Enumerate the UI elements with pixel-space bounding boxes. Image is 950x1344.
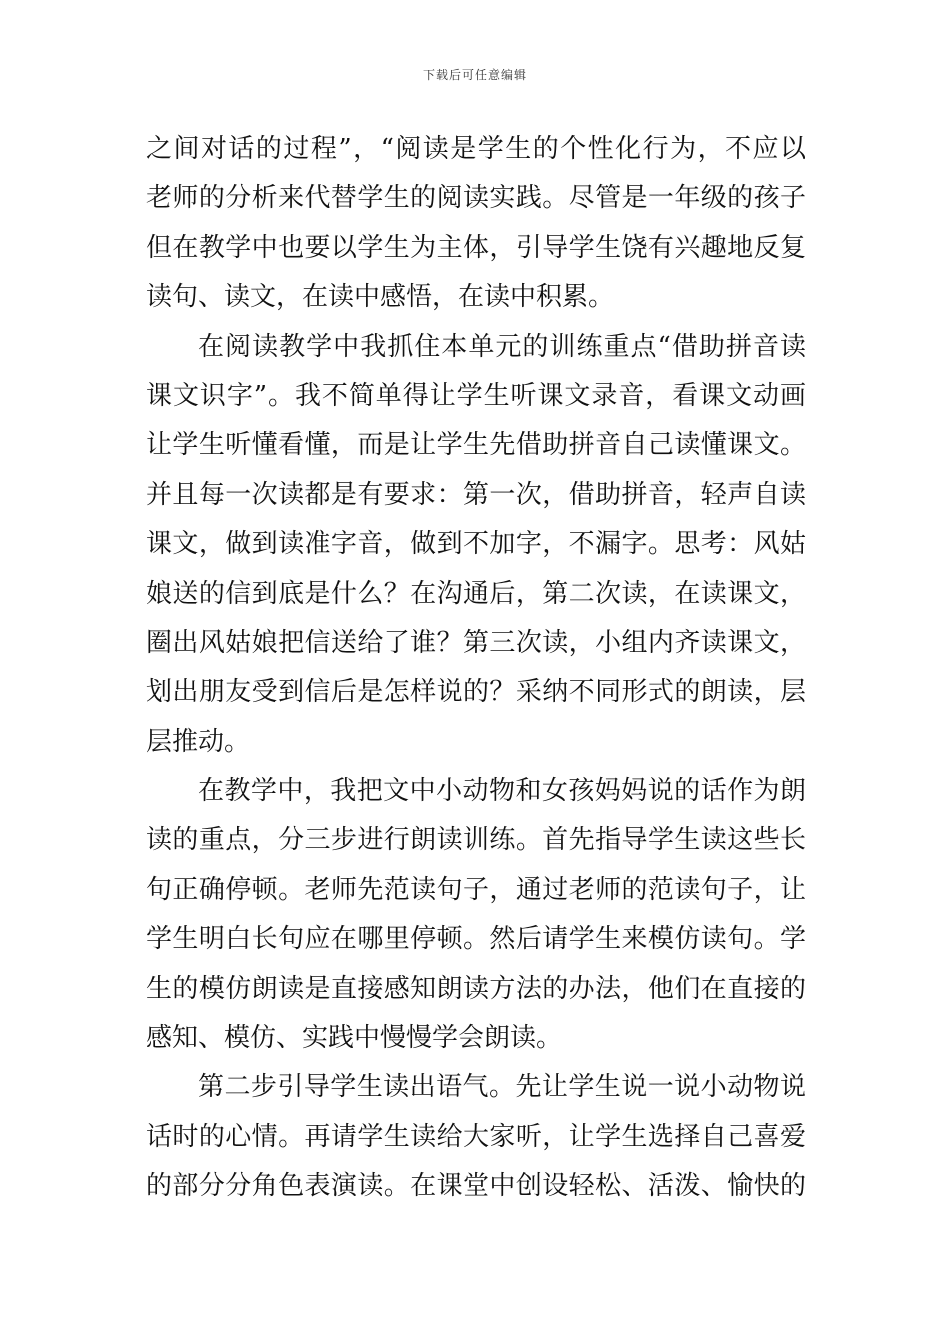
text-line: 课文识字”。我不简单得让学生听课文录音，看课文动画 xyxy=(146,380,806,411)
text-line: 圈出风姑娘把信送给了谁？第三次读，小组内齐读课文， xyxy=(146,627,806,658)
text-line: 层推动。 xyxy=(146,726,251,757)
text-line: 读句、读文，在读中感悟，在读中积累。 xyxy=(146,282,615,313)
text-line: 句正确停顿。老师先范读句子，通过老师的范读句子，让 xyxy=(146,874,806,905)
text-line: 的部分分角色表演读。在课堂中创设轻松、活泼、愉快的 xyxy=(146,1171,806,1202)
page-header: 下载后可任意编辑 xyxy=(422,68,527,82)
text-line: 老师的分析来代替学生的阅读实践。尽管是一年级的孩子 xyxy=(146,183,806,214)
text-line: 生的模仿朗读是直接感知朗读方法的办法，他们在直接的 xyxy=(146,973,806,1004)
text-line: 读的重点，分三步进行朗读训练。首先指导学生读这些长 xyxy=(146,825,806,856)
paragraph-first-line: 在教学中，我把文中小动物和女孩妈妈说的话作为朗 xyxy=(198,776,806,807)
text-line: 课文，做到读准字音，做到不加字，不漏字。思考：风姑 xyxy=(146,529,806,560)
text-line: 让学生听懂看懂，而是让学生先借助拼音自己读懂课文。 xyxy=(146,430,806,461)
text-line: 娘送的信到底是什么？在沟通后，第二次读，在读课文， xyxy=(146,578,806,609)
text-line: 学生明白长句应在哪里停顿。然后请学生来模仿读句。学 xyxy=(146,924,806,955)
paragraph-first-line: 第二步引导学生读出语气。先让学生说一说小动物说 xyxy=(198,1072,806,1103)
text-line: 之间对话的过程”，“阅读是学生的个性化行为，不应以 xyxy=(146,134,806,164)
text-line: 并且每一次读都是有要求：第一次，借助拼音，轻声自读 xyxy=(146,479,806,510)
paragraph-first-line: 在阅读教学中我抓住本单元的训练重点“借助拼音读 xyxy=(198,331,806,362)
text-line: 感知、模仿、实践中慢慢学会朗读。 xyxy=(146,1023,563,1054)
document-body xyxy=(146,125,806,1212)
text-line: 话时的心情。再请学生读给大家听，让学生选择自己喜爱 xyxy=(146,1121,806,1152)
text-line: 但在教学中也要以学生为主体，引导学生饶有兴趣地反复 xyxy=(146,232,806,263)
text-line: 划出朋友受到信后是怎样说的？采纳不同形式的朗读，层 xyxy=(146,677,806,708)
